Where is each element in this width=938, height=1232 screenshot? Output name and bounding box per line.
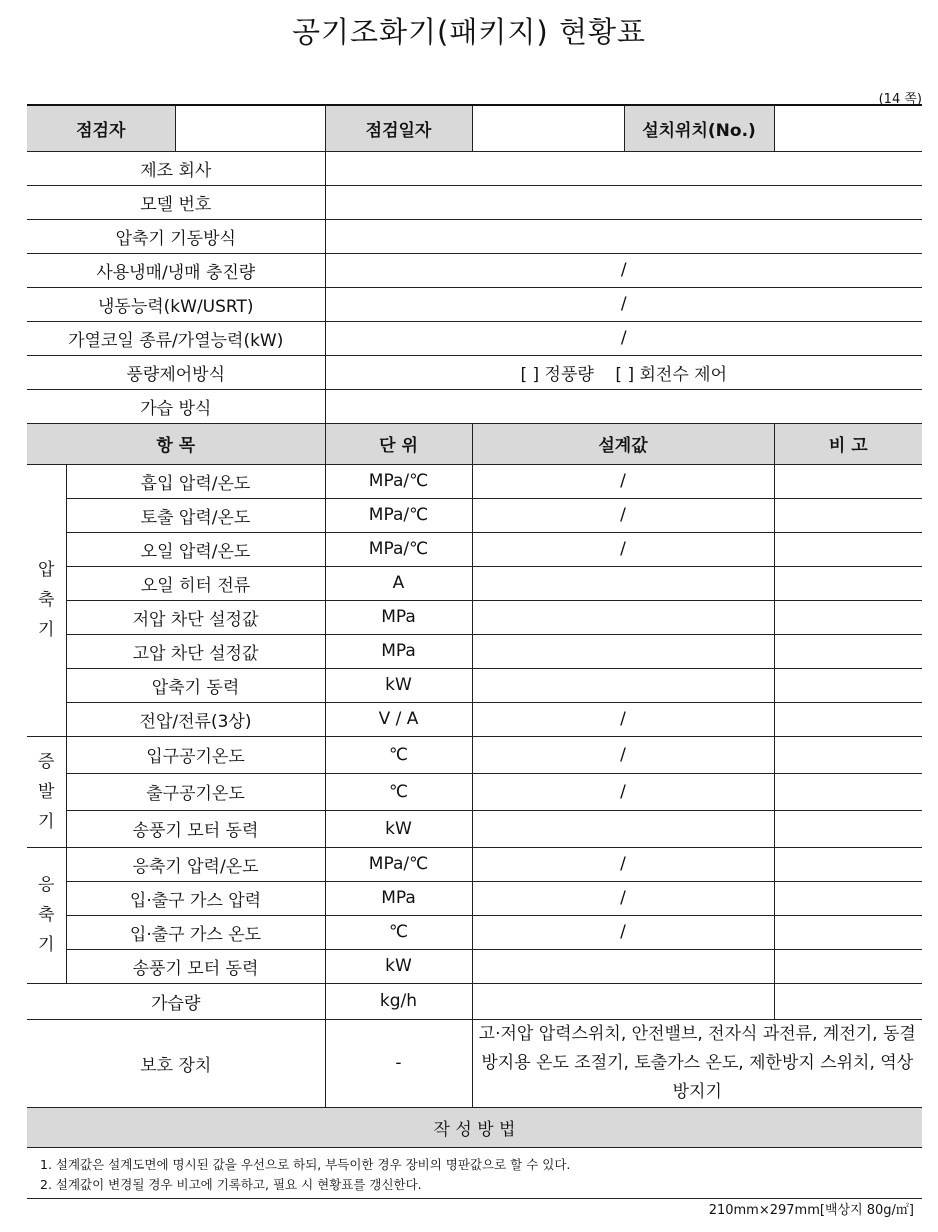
item-name: 입·출구 가스 압력 (66, 881, 325, 915)
item-unit: MPa/℃ (325, 498, 472, 532)
item-unit: ℃ (325, 773, 472, 810)
item-unit: kW (325, 810, 472, 847)
airflow-control-options[interactable]: [ ] 정풍량 [ ] 회전수 제어 (325, 355, 922, 389)
item-name: 저압 차단 설정값 (66, 600, 325, 634)
remarks-cell[interactable] (774, 881, 922, 915)
remarks-cell[interactable] (774, 702, 922, 736)
design-value[interactable]: / (472, 498, 774, 532)
info-label: 냉동능력(kW/USRT) (27, 287, 325, 321)
protection-unit: - (325, 1019, 472, 1107)
design-value[interactable] (472, 600, 774, 634)
info-label: 모델 번호 (27, 185, 325, 219)
date-label: 점검일자 (325, 105, 472, 151)
column-header-item: 항 목 (27, 423, 325, 464)
design-value[interactable]: / (472, 736, 774, 773)
item-unit: A (325, 566, 472, 600)
remarks-cell[interactable] (774, 600, 922, 634)
info-value[interactable]: / (325, 287, 922, 321)
humidification-unit: kg/h (325, 983, 472, 1019)
info-label: 사용냉매/냉매 충진량 (27, 253, 325, 287)
humidification-design[interactable] (472, 983, 774, 1019)
note-item: 2. 설계값이 변경될 경우 비고에 기록하고, 필요 시 현황표를 갱신한다. (40, 1177, 422, 1192)
item-name: 입구공기온도 (66, 736, 325, 773)
item-name: 출구공기온도 (66, 773, 325, 810)
column-header-remarks: 비 고 (774, 423, 922, 464)
item-name: 입·출구 가스 온도 (66, 915, 325, 949)
item-name: 응축기 압력/온도 (66, 847, 325, 881)
item-name: 송풍기 모터 동력 (66, 949, 325, 983)
info-value[interactable]: / (325, 253, 922, 287)
item-unit: MPa/℃ (325, 847, 472, 881)
remarks-cell[interactable] (774, 983, 922, 1019)
design-value[interactable]: / (472, 464, 774, 498)
design-value[interactable]: / (472, 915, 774, 949)
remarks-cell[interactable] (774, 498, 922, 532)
page-title: 공기조화기(패키지) 현황표 (291, 15, 646, 49)
info-label: 제조 회사 (27, 151, 325, 185)
item-unit: V / A (325, 702, 472, 736)
method-header: 작 성 방 법 (27, 1107, 922, 1147)
inspector-label: 점검자 (27, 105, 175, 151)
remarks-cell[interactable] (774, 668, 922, 702)
remarks-cell[interactable] (774, 532, 922, 566)
design-value[interactable] (472, 949, 774, 983)
info-value[interactable] (325, 185, 922, 219)
remarks-cell[interactable] (774, 949, 922, 983)
protection-label: 보호 장치 (27, 1019, 325, 1107)
group-label-condenser: 응 축 기 (27, 847, 66, 983)
design-value[interactable] (472, 668, 774, 702)
item-unit: ℃ (325, 736, 472, 773)
remarks-cell[interactable] (774, 634, 922, 668)
note-item: 1. 설계값은 설계도면에 명시된 값을 우선으로 하되, 부득이한 경우 장비의 명판값으로 할 수 있다. (40, 1157, 571, 1172)
notes (40, 1155, 570, 1195)
design-value[interactable]: / (472, 532, 774, 566)
item-unit: MPa/℃ (325, 532, 472, 566)
design-value[interactable]: / (472, 702, 774, 736)
item-name: 송풍기 모터 동력 (66, 810, 325, 847)
group-label-evaporator: 증 발 기 (27, 736, 66, 847)
protection-devices: 고·저압 압력스위치, 안전밸브, 전자식 과전류, 계전기, 동결 방지용 온도 조절기, 토출가스 온도, 제한방지 스위치, 역상 방지기 (472, 1019, 922, 1107)
remarks-cell[interactable] (774, 566, 922, 600)
design-value[interactable] (472, 566, 774, 600)
date-field[interactable] (472, 105, 624, 151)
item-name: 토출 압력/온도 (66, 498, 325, 532)
item-name: 오일 히터 전류 (66, 566, 325, 600)
column-header-unit: 단 위 (325, 423, 472, 464)
item-name: 압축기 동력 (66, 668, 325, 702)
paper-spec: 210mm×297mm[백상지 80g/㎡] (708, 1203, 914, 1218)
info-label: 압축기 기동방식 (27, 219, 325, 253)
remarks-cell[interactable] (774, 773, 922, 810)
info-value[interactable]: / (325, 321, 922, 355)
group-label-compressor: 압 축 기 (27, 464, 66, 736)
info-label: 가습 방식 (27, 389, 325, 423)
item-unit: MPa (325, 634, 472, 668)
design-value[interactable]: / (472, 773, 774, 810)
location-field[interactable] (774, 105, 922, 151)
design-value[interactable] (472, 810, 774, 847)
design-value[interactable]: / (472, 881, 774, 915)
remarks-cell[interactable] (774, 736, 922, 773)
item-unit: MPa/℃ (325, 464, 472, 498)
remarks-cell[interactable] (774, 847, 922, 881)
remarks-cell[interactable] (774, 464, 922, 498)
info-value[interactable] (325, 389, 922, 423)
page-number: (14 쪽) (878, 92, 922, 107)
humidification-label: 가습량 (27, 983, 325, 1019)
design-value[interactable] (472, 634, 774, 668)
column-header-design: 설계값 (472, 423, 774, 464)
design-value[interactable]: / (472, 847, 774, 881)
info-value[interactable] (325, 151, 922, 185)
item-unit: kW (325, 949, 472, 983)
item-unit: ℃ (325, 915, 472, 949)
remarks-cell[interactable] (774, 915, 922, 949)
item-unit: MPa (325, 881, 472, 915)
item-name: 전압/전류(3상) (66, 702, 325, 736)
item-unit: MPa (325, 600, 472, 634)
status-table (27, 104, 922, 1148)
remarks-cell[interactable] (774, 810, 922, 847)
inspector-field[interactable] (175, 105, 325, 151)
item-name: 오일 압력/온도 (66, 532, 325, 566)
info-label: 가열코일 종류/가열능력(kW) (27, 321, 325, 355)
location-label: 설치위치(No.) (624, 105, 774, 151)
info-value[interactable] (325, 219, 922, 253)
item-name: 흡입 압력/온도 (66, 464, 325, 498)
info-label: 풍량제어방식 (27, 355, 325, 389)
item-name: 고압 차단 설정값 (66, 634, 325, 668)
item-unit: kW (325, 668, 472, 702)
